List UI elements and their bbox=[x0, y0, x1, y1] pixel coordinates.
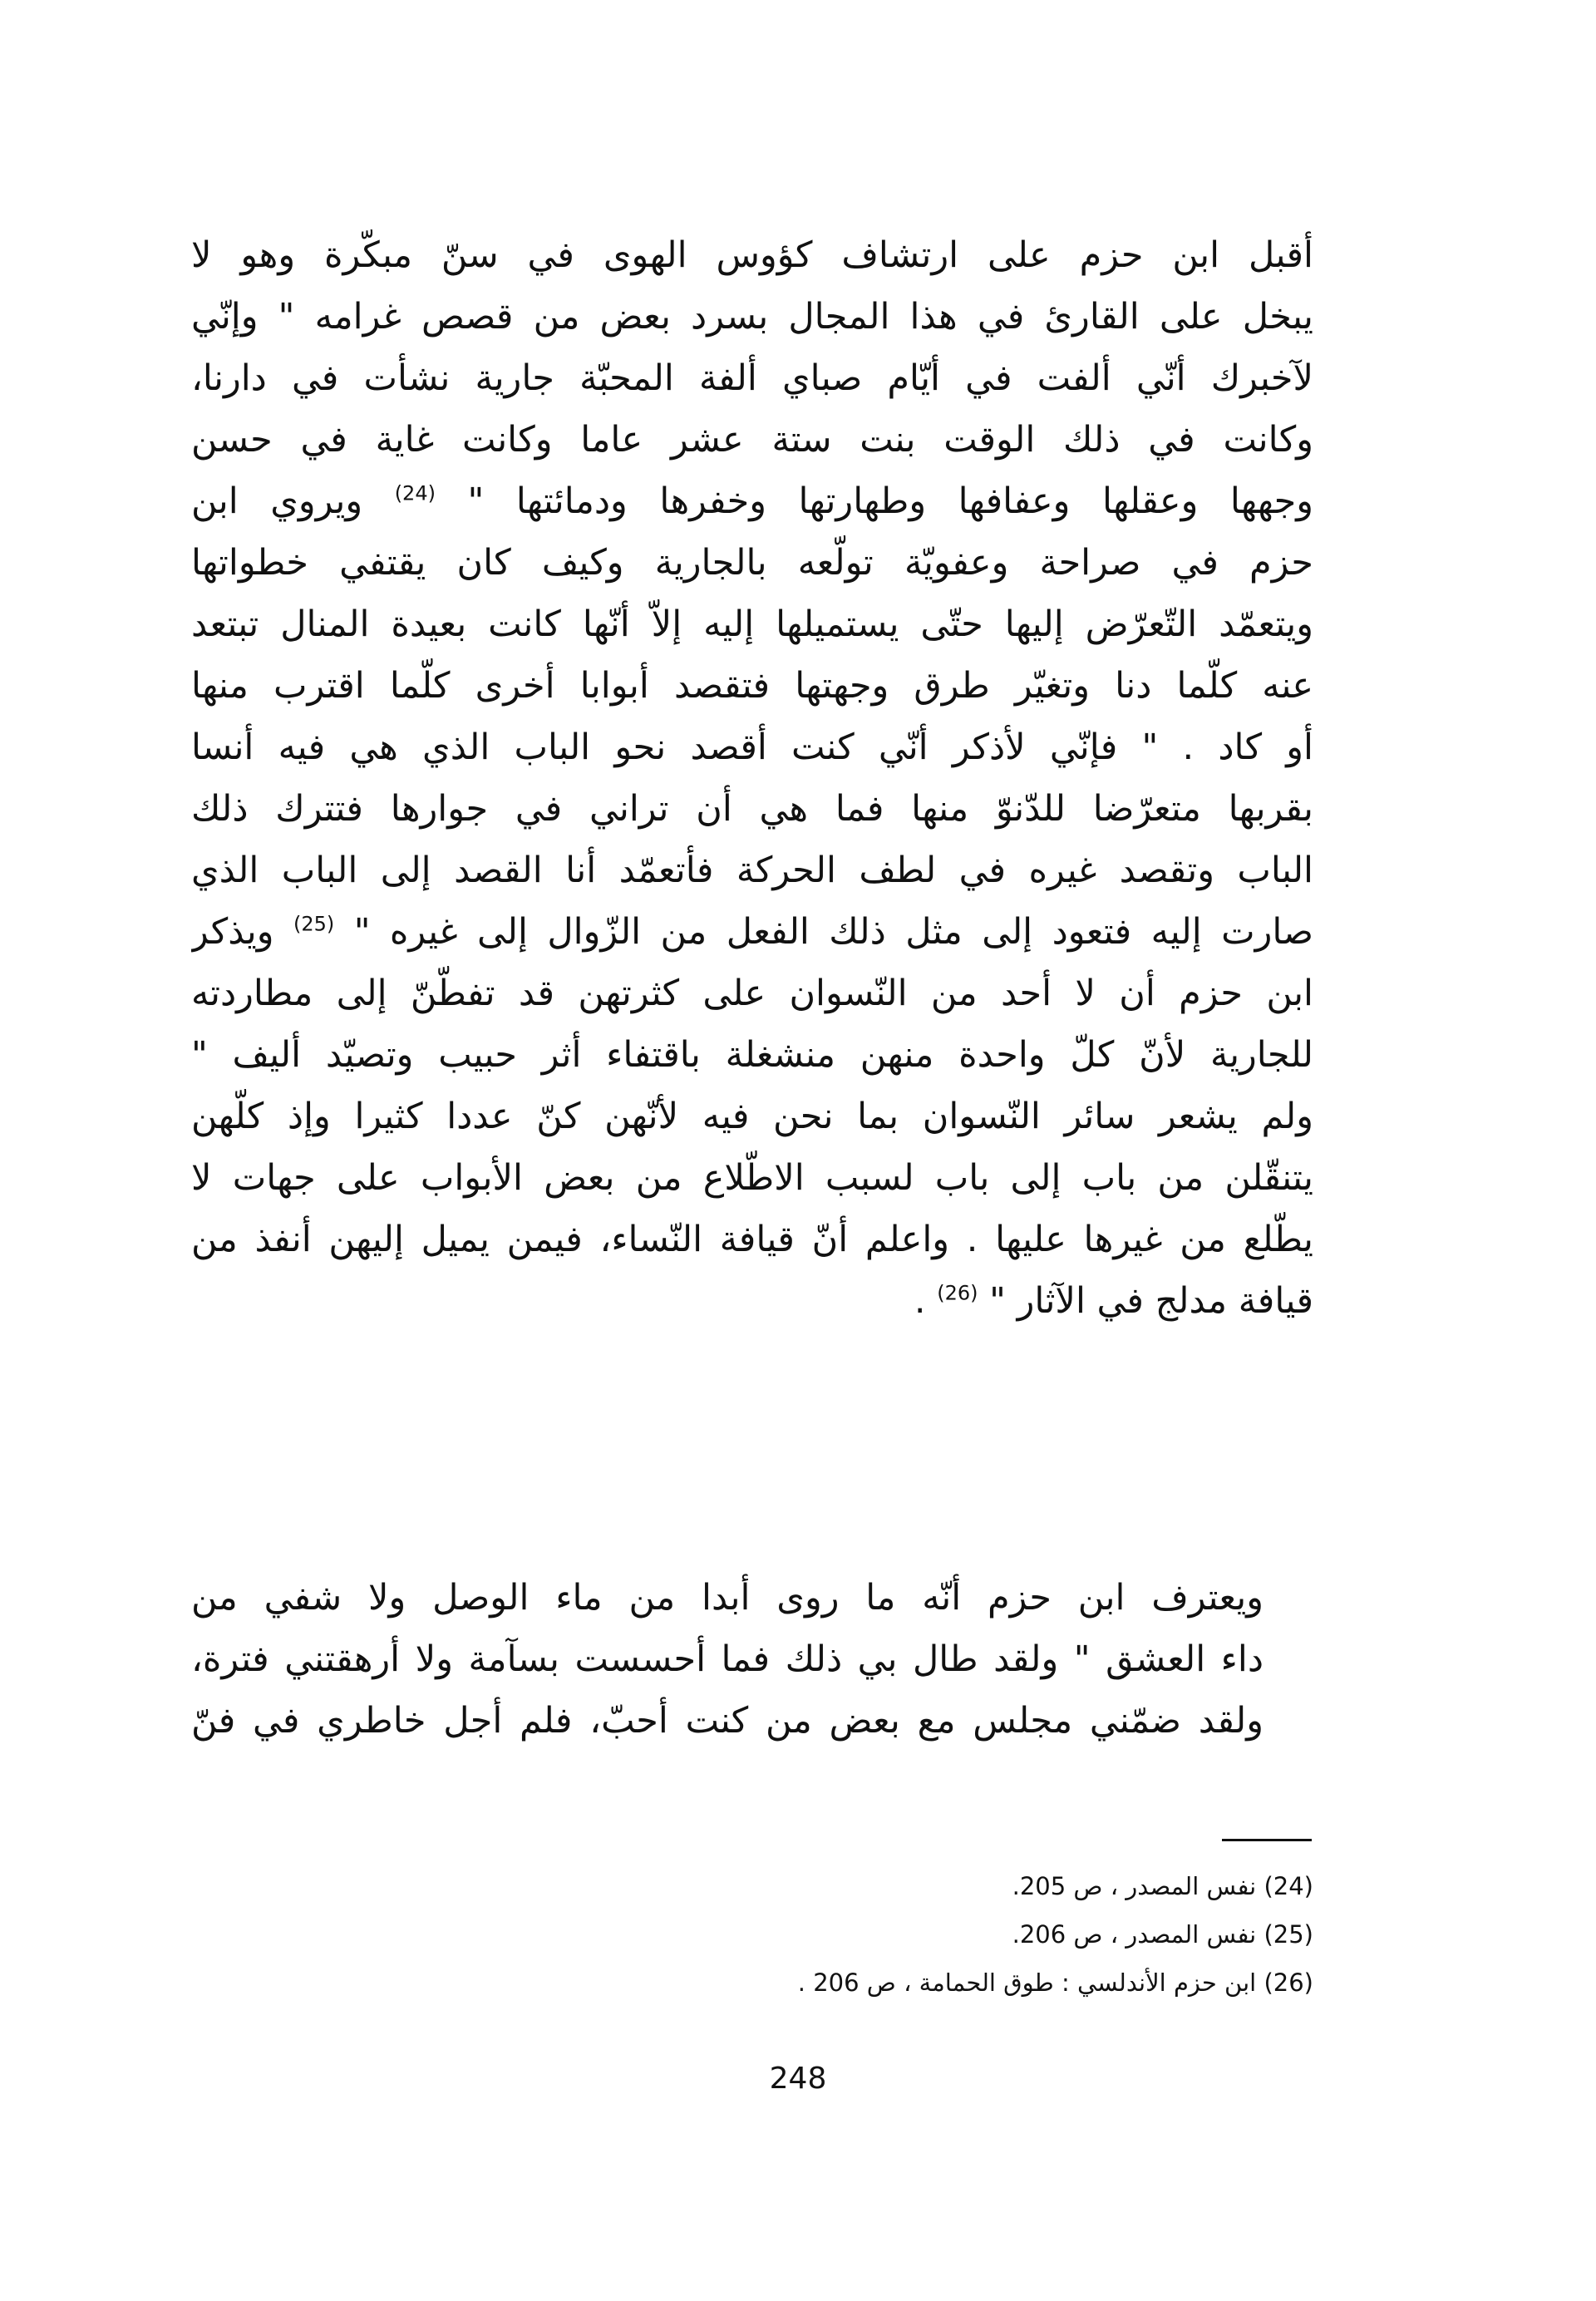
footnote-ref-26: (26) bbox=[937, 1281, 978, 1305]
text-line: أو كاد . " فإنّي لأذكر أنّي كنت أقصد نحو الباب الذي هي فيه أنسا bbox=[191, 727, 1313, 768]
footnote-text: نفس المصدر ، ص 205. bbox=[1012, 1872, 1257, 1900]
footnote-number: (25) bbox=[1264, 1920, 1313, 1949]
text-line: وكانت في ذلك الوقت بنت ستة عشر عاما وكانت غاية في حسن bbox=[191, 419, 1313, 461]
footnote-26 bbox=[748, 1959, 1313, 2007]
text-line: داء العشق " ولقد طال بي ذلك فما أحسست بسآمة ولا أرهقتني فترة، bbox=[191, 1638, 1264, 1680]
text-segment: صارت إليه فتعود إلى مثل ذلك الفعل من الزّوال إلى غيره " bbox=[353, 911, 1313, 953]
text-line: عنه كلّما دنا وتغيّر طرق وجهتها فتقصد أبوابا أخرى كلّما اقترب منها bbox=[191, 665, 1313, 707]
text-line-with-footnote-26 bbox=[191, 1270, 1313, 1332]
text-segment: وجهها وعقلها وعفافها وطهارتها وخفرها ودمائتها " bbox=[467, 480, 1313, 522]
text-segment: ويروي ابن bbox=[191, 480, 363, 522]
text-line: حزم في صراحة وعفويّة تولّعه بالجارية وكيف كان يقتفي خطواتها bbox=[191, 542, 1313, 584]
footnote-ref-24: (24) bbox=[394, 481, 436, 505]
text-line: يتنقّلن من باب إلى باب لسبب الاطّلاع من بعض الأبواب على جهات لا bbox=[191, 1157, 1313, 1199]
text-line: ويتعمّد التّعرّض إليها حتّى يستميلها إليه إلاّ أنّها كانت بعيدة المنال تبتعد bbox=[191, 604, 1313, 645]
text-line: ولم يشعر سائر النّسوان بما نحن فيه لأنّهن كنّ عددا كثيرا وإذ كلّهن bbox=[191, 1096, 1313, 1137]
text-segment: قيافة مدلج في الآثار " bbox=[989, 1280, 1313, 1322]
text-line-with-footnote-24 bbox=[191, 471, 1313, 532]
footnote-separator bbox=[1222, 1839, 1312, 1841]
text-line: بقربها متعرّضا للدّنوّ منها فما هي أن تراني في جوارها فتترك ذلك bbox=[191, 788, 1313, 830]
paragraph-2 bbox=[191, 1567, 1313, 1752]
text-line: الباب وتقصد غيره في لطف الحركة فأتعمّد أنا القصد إلى الباب الذي bbox=[191, 850, 1313, 891]
footnote-25 bbox=[748, 1910, 1313, 1959]
text-segment: . bbox=[914, 1280, 926, 1322]
footnote-number: (24) bbox=[1264, 1872, 1313, 1900]
footnote-24 bbox=[748, 1862, 1313, 1910]
text-segment: ويذكر bbox=[191, 911, 274, 953]
text-line: لآخبرك أنّي ألفت في أيّام صباي ألفة المحبّة جارية نشأت في دارنا، bbox=[191, 357, 1313, 399]
footnote-text: ابن حزم الأندلسي : طوق الحمامة ، ص 206 . bbox=[797, 1968, 1257, 1997]
text-line: أقبل ابن حزم على ارتشاف كؤوس الهوى في سنّ مبكّرة وهو لا bbox=[191, 234, 1313, 276]
text-line: ابن حزم أن لا أحد من النّسوان على كثرتهن قد تفطّنّ إلى مطاردته bbox=[191, 973, 1313, 1014]
text-line-with-footnote-25 bbox=[191, 901, 1313, 963]
text-line: ويعترف ابن حزم أنّه ما روى أبدا من ماء الوصل ولا شفي من bbox=[191, 1577, 1264, 1619]
footnote-text: نفس المصدر ، ص 206. bbox=[1012, 1920, 1257, 1949]
footnote-ref-25: (25) bbox=[293, 912, 335, 936]
footnotes bbox=[748, 1862, 1313, 2007]
text-line: للجارية لأنّ كلّ واحدة منهن منشغلة باقتفاء أثر حبيب وتصيّد أليف " bbox=[191, 1034, 1313, 1076]
footnote-number: (26) bbox=[1264, 1968, 1313, 1997]
text-line: يطّلع من غيرها عليها . واعلم أنّ قيافة النّساء، فيمن يميل إليهن أنفذ من bbox=[191, 1219, 1313, 1260]
text-line: يبخل على القارئ في هذا المجال بسرد بعض من قصص غرامه " وإنّي bbox=[191, 296, 1313, 338]
text-line: ولقد ضمّني مجلس مع بعض من كنت أحبّ، فلم أجل خاطري في فنّ bbox=[191, 1700, 1264, 1742]
paragraph-1 bbox=[191, 224, 1313, 1530]
page-number: 248 bbox=[769, 2062, 827, 2096]
